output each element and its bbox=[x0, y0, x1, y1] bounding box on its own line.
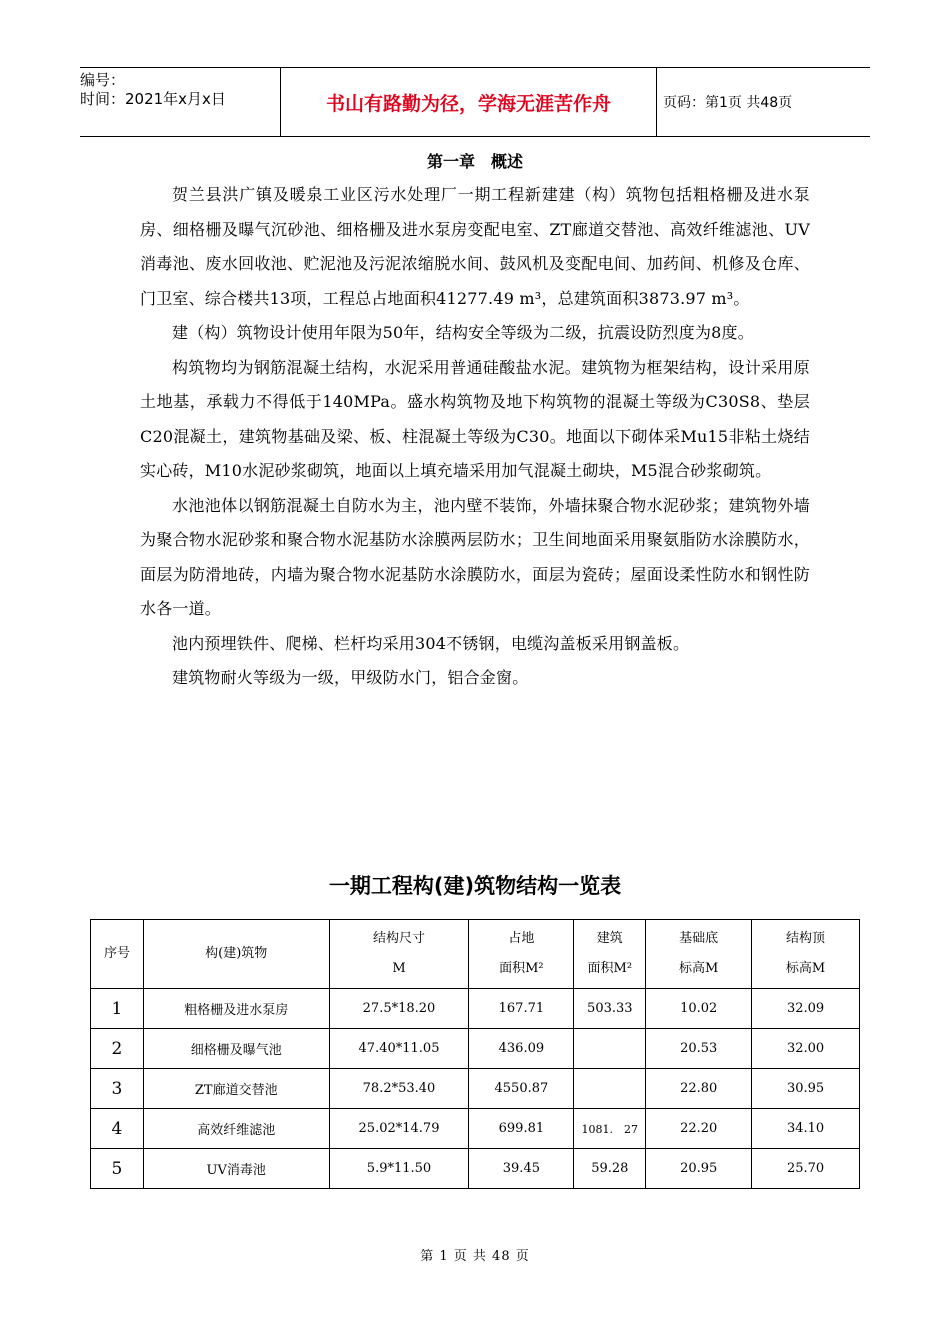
table-row bbox=[91, 1109, 860, 1149]
cell-index: 5 bbox=[91, 1149, 144, 1189]
header-page-info: 页码：第1页 共48页 bbox=[663, 95, 793, 111]
cell-land-area: 4550.87 bbox=[469, 1069, 574, 1109]
table-row bbox=[91, 1069, 860, 1109]
paragraph-waterproofing: 水池池体以钢筋混凝土自防水为主，池内壁不装饰，外墙抹聚合物水泥砂浆；建筑物外墙为聚合物水泥砂浆和聚合物水泥基防水涂膜两层防水；卫生间地面采用聚氨脂防水涂膜防水，面层为防滑地砖，内墙为聚合物水泥基防水涂膜防水，面层为瓷砖；屋面设柔性防水和钢性防水各一道。 bbox=[140, 495, 810, 618]
cell-top-elevation: 34.10 bbox=[752, 1109, 860, 1149]
cell-top-elevation: 32.09 bbox=[752, 989, 860, 1029]
header-motto: 书山有路勤为径，学海无涯苦作舟 bbox=[280, 68, 657, 136]
cell-land-area: 436.09 bbox=[469, 1029, 574, 1069]
cell-structure: 高效纤维滤池 bbox=[143, 1109, 329, 1149]
document-number-label: 编号： bbox=[80, 71, 126, 89]
paragraph-overview: 贺兰县洪广镇及暖泉工业区污水处理厂一期工程新建建（构）筑物包括粗格栅及进水泵房、细格栅及曝气沉砂池、细格栅及进水泵房变配电室、ZT廊道交替池、高效纤维滤池、UV消毒池、废水回收池、贮泥池及污泥浓缩脱水间、鼓风机及变配电间、加药间、机修及仓库、门卫室、综合楼共13项，工程总占地面积41277.49 m³，总建筑面积3873.97 m³。 bbox=[140, 185, 810, 308]
cell-building-area bbox=[574, 1029, 646, 1069]
page-header bbox=[80, 67, 870, 137]
cell-building-area: 503.33 bbox=[574, 989, 646, 1029]
cell-index: 2 bbox=[91, 1029, 144, 1069]
cell-base-elevation: 20.95 bbox=[646, 1149, 752, 1189]
cell-land-area: 699.81 bbox=[469, 1109, 574, 1149]
header-land-area: 占地 面积M² bbox=[469, 920, 574, 989]
table-title: 一期工程构(建)筑物结构一览表 bbox=[328, 874, 622, 898]
cell-top-elevation: 25.70 bbox=[752, 1149, 860, 1189]
cell-top-elevation: 30.95 bbox=[752, 1069, 860, 1109]
header-index: 序号 bbox=[91, 920, 144, 989]
paragraph-fire-rating: 建筑物耐火等级为一级，甲级防水门，铝合金窗。 bbox=[172, 668, 529, 687]
cell-structure: ZT廊道交替池 bbox=[143, 1069, 329, 1109]
paragraph-embedded-parts: 池内预埋铁件、爬梯、栏杆均采用304不锈钢，电缆沟盖板采用钢盖板。 bbox=[172, 633, 690, 653]
cell-dimensions: 25.02*14.79 bbox=[329, 1109, 469, 1149]
cell-base-elevation: 22.80 bbox=[646, 1069, 752, 1109]
main-content bbox=[140, 150, 810, 696]
cell-building-area: 59.28 bbox=[574, 1149, 646, 1189]
cell-dimensions: 78.2*53.40 bbox=[329, 1069, 469, 1109]
cell-building-area: 1081. 27 bbox=[574, 1109, 646, 1149]
document-time-label: 时间：2021年x月x日 bbox=[80, 90, 226, 108]
cell-building-area bbox=[574, 1069, 646, 1109]
table-row bbox=[91, 1149, 860, 1189]
header-dimensions: 结构尺寸 M bbox=[329, 920, 469, 989]
header-top-elevation: 结构顶 标高M bbox=[752, 920, 860, 989]
chapter-title: 第一章 概述 bbox=[426, 152, 523, 171]
cell-structure: 细格栅及曝气池 bbox=[143, 1029, 329, 1069]
table-header-row bbox=[91, 920, 860, 989]
cell-land-area: 39.45 bbox=[469, 1149, 574, 1189]
paragraph-design-life: 建（构）筑物设计使用年限为50年，结构安全等级为二级，抗震设防烈度为8度。 bbox=[172, 323, 754, 342]
cell-base-elevation: 10.02 bbox=[646, 989, 752, 1029]
cell-base-elevation: 22.20 bbox=[646, 1109, 752, 1149]
header-base-elevation: 基础底 标高M bbox=[646, 920, 752, 989]
cell-dimensions: 27.5*18.20 bbox=[329, 989, 469, 1029]
cell-structure: UV消毒池 bbox=[143, 1149, 329, 1189]
cell-structure: 粗格栅及进水泵房 bbox=[143, 989, 329, 1029]
structures-table bbox=[90, 919, 860, 1189]
header-meta bbox=[80, 68, 280, 139]
cell-index: 3 bbox=[91, 1069, 144, 1109]
cell-index: 4 bbox=[91, 1109, 144, 1149]
table-row bbox=[91, 989, 860, 1029]
paragraph-structure: 构筑物均为钢筋混凝土结构，水泥采用普通硅酸盐水泥。建筑物为框架结构，设计采用原土地基，承载力不得低于140MPa。盛水构筑物及地下构筑物的混凝土等级为C30S8、垫层C20混凝土，建筑物基础及梁、板、柱混凝土等级为C30。地面以下砌体采Mu15非粘土烧结实心砖，M10水泥砂浆砌筑，地面以上填充墙采用加气混凝土砌块，M5混合砂浆砌筑。 bbox=[140, 357, 810, 480]
cell-top-elevation: 32.00 bbox=[752, 1029, 860, 1069]
cell-dimensions: 5.9*11.50 bbox=[329, 1149, 469, 1189]
table-row bbox=[91, 1029, 860, 1069]
page-footer: 第 1 页 共 48 页 bbox=[420, 1249, 530, 1264]
header-structure: 构(建)筑物 bbox=[143, 920, 329, 989]
cell-base-elevation: 20.53 bbox=[646, 1029, 752, 1069]
header-building-area: 建筑 面积M² bbox=[574, 920, 646, 989]
cell-land-area: 167.71 bbox=[469, 989, 574, 1029]
cell-index: 1 bbox=[91, 989, 144, 1029]
cell-dimensions: 47.40*11.05 bbox=[329, 1029, 469, 1069]
